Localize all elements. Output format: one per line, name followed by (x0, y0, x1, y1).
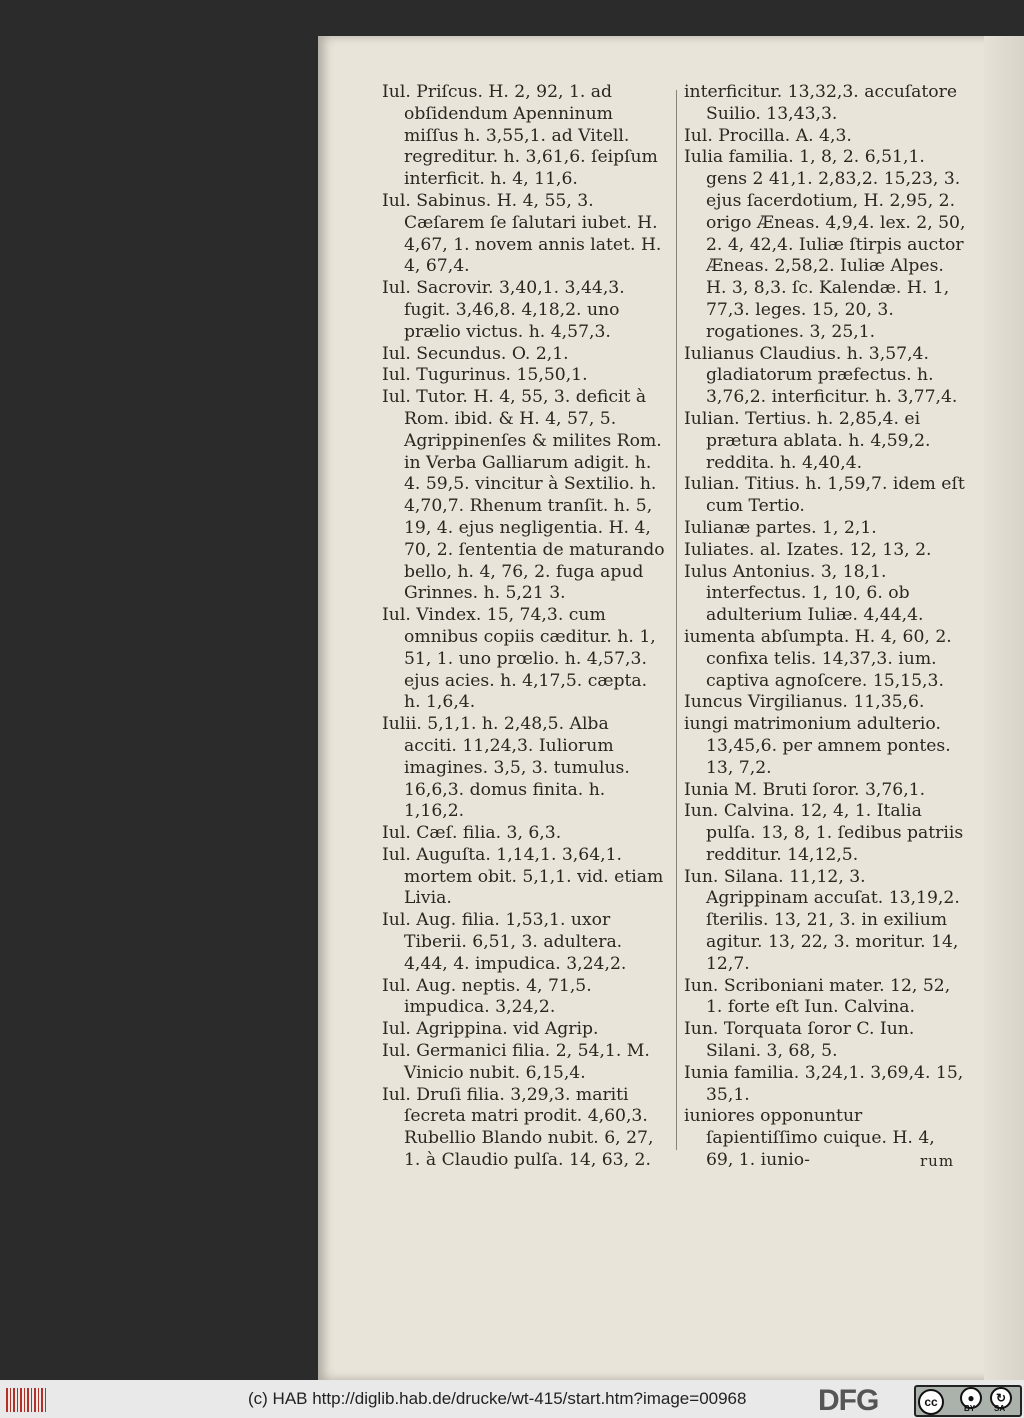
index-entry: Iulianus Claudius. h. 3,57,4. gladiatorum præfectus. h. 3,76,2. interficitur. h. 3,77,4. (684, 343, 958, 408)
column-divider (676, 90, 677, 1150)
index-entry: Iul. Sacrovir. 3,40,1. 3,44,3. fugit. 3,46,8. 4,18,2. uno prælio victus. h. 4,57,3. (382, 278, 625, 342)
index-entry: Iul. Germanici filia. 2, 54,1. M. Vinicio nubit. 6,15,4. (382, 1041, 650, 1083)
cc-license-badge[interactable] (914, 1385, 1022, 1417)
dfg-logo[interactable]: DFG (818, 1384, 879, 1417)
index-entry: Iul. Vindex. 15, 74,3. cum omnibus copiis cæditur. h. 1, 51, 1. uno prœlio. h. 4,57,3. ejus acies. h. 4,17,5. cæpta. h. 1,6,4. (382, 605, 656, 713)
index-entry: Iuliates. al. Izates. 12, 13, 2. (684, 539, 932, 560)
index-entry: Iul. Aug. neptis. 4, 71,5. impudica. 3,24,2. (382, 975, 592, 1018)
index-entry: Iul. Priſcus. H. 2, 92, 1. ad obſidendum Apenninum miſſus h. 3,55,1. ad Vitell. regreditur. h. 3,61,6. ſeipſum interficit. h. 4, 11,6. (382, 82, 658, 190)
index-entry: Iul. Procilla. A. 4,3. (684, 125, 852, 146)
index-entry: Iun. Scriboniani mater. 12, 52, 1. forte eſt Iun. Calvina. (684, 975, 951, 1018)
index-entry: Iul. Cæſ. filia. 3, 6,3. (382, 823, 562, 844)
index-entry: Iulian. Tertius. h. 2,85,4. ei prætura ablata. h. 4,59,2. reddita. h. 4,40,4. (684, 408, 931, 473)
index-entry: Iunia M. Bruti ſoror. 3,76,1. (684, 779, 926, 800)
page-edge (984, 36, 1024, 1380)
index-entry: Iun. Calvina. 12, 4, 1. Italia pulſa. 13, 8, 1. ſedibus patriis redditur. 14,12,5. (684, 801, 964, 865)
viewer-footer (0, 1380, 1024, 1418)
index-entry: Iulus Antonius. 3, 18,1. interfectus. 1, 10, 6. ob adulterium Iuliæ. 4,44,4. (684, 561, 924, 626)
catchword: rum (920, 1152, 955, 1170)
index-entry: Iul. Druſi filia. 3,29,3. mariti ſecreta matri prodit. 4,60,3. Rubellio Blando nubit. 6, 27, 1. à Claudio pulſa. 14, 63, 2. (382, 1084, 654, 1171)
index-column-right (684, 82, 966, 1172)
citation-link[interactable]: (c) HAB http://diglib.hab.de/drucke/wt-415/start.htm?image=00968 (248, 1389, 747, 1408)
index-entry: Iul. Tutor. H. 4, 55, 3. deficit à Rom. ibid. & H. 4, 57, 5. Agrippinenſes & milites Rom. in Verba Galliarum adigit. h. 4. 59,5. vincitur à Sextilio. h. 4,70,7. Rhenum tranſit. h. 5, 19, 4. ejus negligentia. H. 4, 70, 2. ſententia de maturando bello, h. 4, 76, 2. fuga apud Grinnes. h. 5,21 3. (382, 387, 665, 604)
index-entry: Iulii. 5,1,1. h. 2,48,5. Alba acciti. 11,24,3. Iuliorum imagines. 3,5, 3. tumulus. 16,6,3. domus finita. h. 1,16,2. (382, 714, 630, 822)
index-entry: Iul. Sabinus. H. 4, 55, 3. Cæſarem ſe ſalutari iubet. H. 4,67, 1. novem annis latet. H. 4, 67,4. (382, 190, 662, 277)
index-entry: Iulian. Titius. h. 1,59,7. idem eſt cum Tertio. (684, 474, 965, 517)
index-entry: Iul. Aug. filia. 1,53,1. uxor Tiberii. 6,51, 3. adultera. 4,44, 4. impudica. 3,24,2. (382, 910, 627, 974)
cc-icon: cc (918, 1389, 944, 1415)
index-entry: Iulia familia. 1, 8, 2. 6,51,1. gens 2 41,1. 2,83,2. 15,23, 3. ejus ſacerdotium, H. 2,95, 2. origo Æneas. 4,9,4. lex. 2, 50, 2. 4, 42,4. Iuliæ ſtirpis auctor Æneas. 2,58,2. Iuliæ Alpes. H. 3, 8,3. ſc. Kalendæ. H. 1, 77,3. leges. 15, 20, 3. rogationes. 3, 25,1. (684, 147, 966, 342)
index-entry: Iul. Agrippina. vid Agrip. (382, 1019, 599, 1040)
index-column-left (382, 82, 666, 1172)
library-barcode-icon (6, 1388, 46, 1412)
index-entry: Iuncus Virgilianus. 11,35,6. (684, 692, 925, 713)
index-entry: Iul. Secundus. O. 2,1. (382, 343, 569, 364)
index-entry: Iun. Silana. 11,12, 3. Agrippinam accuſat. 13,19,2. ſterilis. 13, 21, 3. in exilium agitur. 13, 22, 3. moritur. 14, 12,7. (684, 866, 960, 974)
index-entry: Iul. Auguſta. 1,14,1. 3,64,1. mortem obit. 5,1,1. vid. etiam Livia. (382, 844, 664, 909)
index-entry: Iun. Torquata ſoror C. Iun. Silani. 3, 68, 5. (684, 1019, 915, 1062)
index-entry: Iul. Tugurinus. 15,50,1. (382, 365, 588, 386)
index-entry: Iunia familia. 3,24,1. 3,69,4. 15, 35,1. (684, 1062, 964, 1105)
index-entry: iungi matrimonium adulterio. 13,45,6. per amnem pontes. 13, 7,2. (684, 714, 951, 778)
index-entry: iumenta abſumpta. H. 4, 60, 2. confixa telis. 14,37,3. ium. captiva agnoſcere. 15,15,3. (684, 626, 952, 691)
sa-icon: ↻ (990, 1387, 1012, 1409)
index-entry: interficitur. 13,32,3. accuſatore Suilio. 13,43,3. (684, 82, 958, 124)
index-entry: Iulianæ partes. 1, 2,1. (684, 517, 877, 538)
by-icon: ● (960, 1387, 982, 1409)
index-entry: iuniores opponuntur ſapientiſſimo cuique. H. 4, 69, 1. iunio- (684, 1106, 935, 1171)
by-label: BY (964, 1404, 976, 1413)
sa-label: SA (994, 1404, 1006, 1413)
